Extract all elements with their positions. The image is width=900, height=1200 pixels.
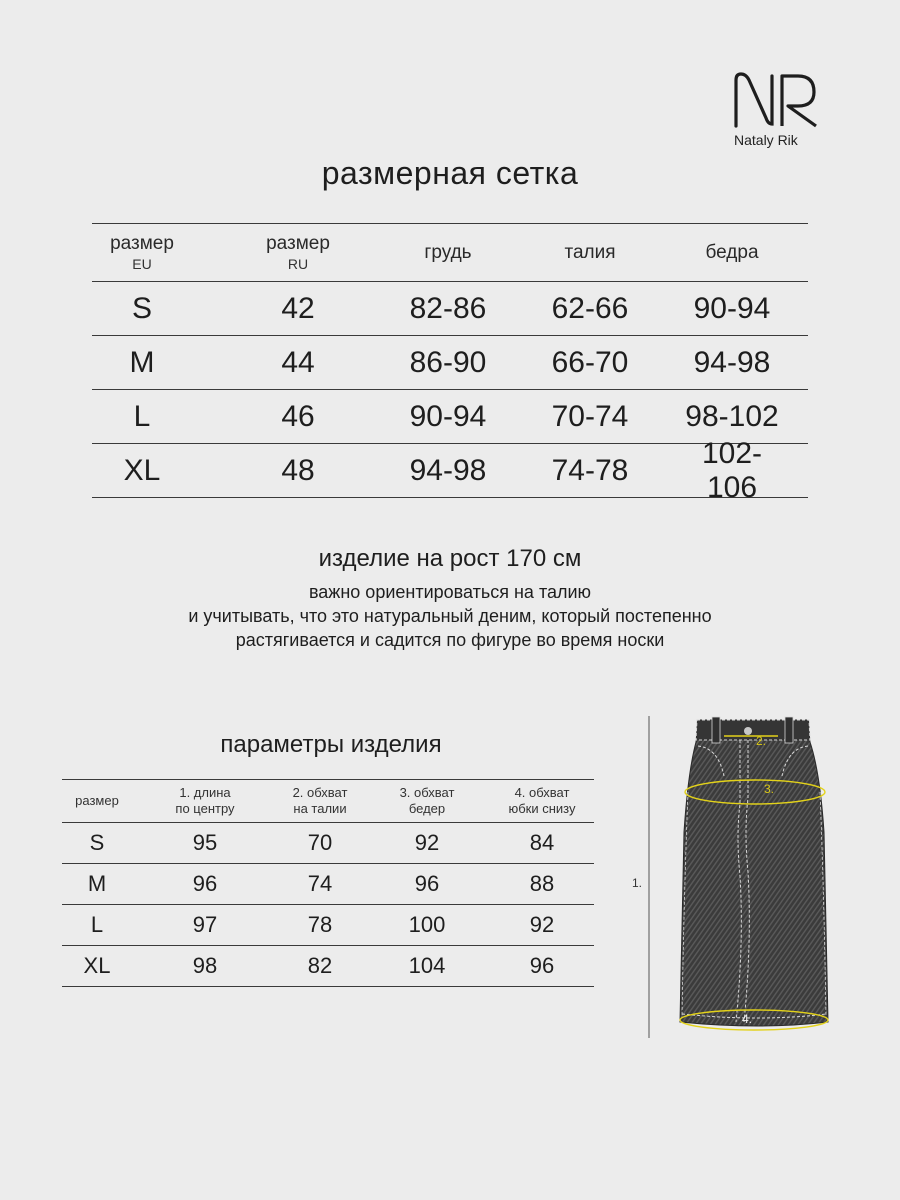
table-row (62, 945, 594, 987)
header-length: 1. длина по центру (175, 785, 235, 816)
cell-ru-size: 48 (281, 453, 315, 487)
skirt-illustration (632, 712, 850, 1042)
dim-label-waist: 2. (756, 734, 767, 748)
cell-chest: 94-98 (409, 453, 487, 487)
cell-hip-girth: 92 (414, 830, 440, 855)
cell-waist-girth: 74 (307, 871, 333, 896)
cell-waist: 66-70 (551, 345, 629, 379)
cell-length: 98 (192, 953, 218, 978)
note-line: растягивается и садится по фигуре во время носки (235, 630, 665, 650)
params-title: параметры изделия (220, 731, 442, 758)
params-table (62, 779, 594, 987)
dim-label-length: 1. (632, 876, 643, 890)
denim-skirt-icon (640, 712, 850, 1042)
cell-eu-size: M (129, 345, 155, 379)
cell-waist-girth: 78 (307, 912, 333, 937)
cell-waist: 74-78 (551, 453, 629, 487)
nr-monogram-icon (722, 68, 832, 130)
cell-waist: 62-66 (551, 291, 629, 325)
cell-eu-size: XL (123, 453, 161, 487)
size-chart-table (92, 223, 808, 504)
dim-label-hem: 4. (742, 1012, 753, 1026)
header-hips: бедра (705, 241, 759, 263)
size-chart-header-row (92, 223, 808, 281)
brand-logo (722, 68, 832, 158)
table-row (62, 863, 594, 904)
cell-ru-size: 42 (281, 291, 315, 325)
header-hip-girth: 3. обхват бедер (399, 785, 455, 816)
cell-eu-size: S (131, 291, 152, 325)
table-row (62, 904, 594, 945)
cell-length: 97 (192, 912, 218, 937)
cell-hip-girth: 104 (408, 953, 446, 978)
height-note-text (0, 580, 900, 652)
cell-hips: 98-102 (685, 399, 779, 433)
cell-hips: 102-106 (701, 436, 763, 504)
cell-ru-size: 44 (281, 345, 315, 379)
table-row (92, 335, 808, 389)
cell-chest: 82-86 (409, 291, 487, 325)
table-row (92, 281, 808, 335)
cell-size: XL (83, 953, 111, 978)
cell-hip-girth: 100 (408, 912, 446, 937)
note-line: важно ориентироваться на талию (308, 582, 592, 602)
table-row (92, 436, 808, 504)
cell-length: 95 (192, 830, 218, 855)
height-note-title: изделие на рост 170 см (318, 545, 582, 572)
table-row (62, 822, 594, 863)
cell-hip-girth: 96 (414, 871, 440, 896)
cell-hem-girth: 88 (529, 871, 555, 896)
header-ru-size: размер RU (266, 233, 330, 272)
size-chart-title: размерная сетка (321, 155, 579, 191)
table-row (92, 389, 808, 443)
header-chest: грудь (424, 241, 472, 263)
cell-chest: 86-90 (409, 345, 487, 379)
cell-waist-girth: 70 (307, 830, 333, 855)
cell-hem-girth: 96 (529, 953, 555, 978)
cell-size: S (89, 830, 105, 855)
cell-chest: 90-94 (409, 399, 487, 433)
cell-waist-girth: 82 (307, 953, 333, 978)
brand-name: Nataly Rik (734, 132, 798, 148)
header-eu-size: размер EU (110, 233, 174, 272)
cell-waist: 70-74 (551, 399, 629, 433)
cell-eu-size: L (133, 399, 151, 433)
dim-label-hips: 3. (764, 782, 775, 796)
cell-length: 96 (192, 871, 218, 896)
params-header-row (62, 779, 594, 822)
cell-hips: 90-94 (693, 291, 771, 325)
header-waist: талия (564, 241, 616, 263)
cell-hem-girth: 92 (529, 912, 555, 937)
cell-size: M (87, 871, 107, 896)
header-waist-girth: 2. обхват на талии (292, 785, 348, 816)
cell-ru-size: 46 (281, 399, 315, 433)
header-hem-girth: 4. обхват юбки снизу (508, 785, 576, 816)
header-size: размер (75, 793, 119, 808)
cell-size: L (90, 912, 104, 937)
cell-hips: 94-98 (693, 345, 771, 379)
cell-hem-girth: 84 (529, 830, 555, 855)
note-line: и учитывать, что это натуральный деним, который постепенно (188, 606, 712, 626)
